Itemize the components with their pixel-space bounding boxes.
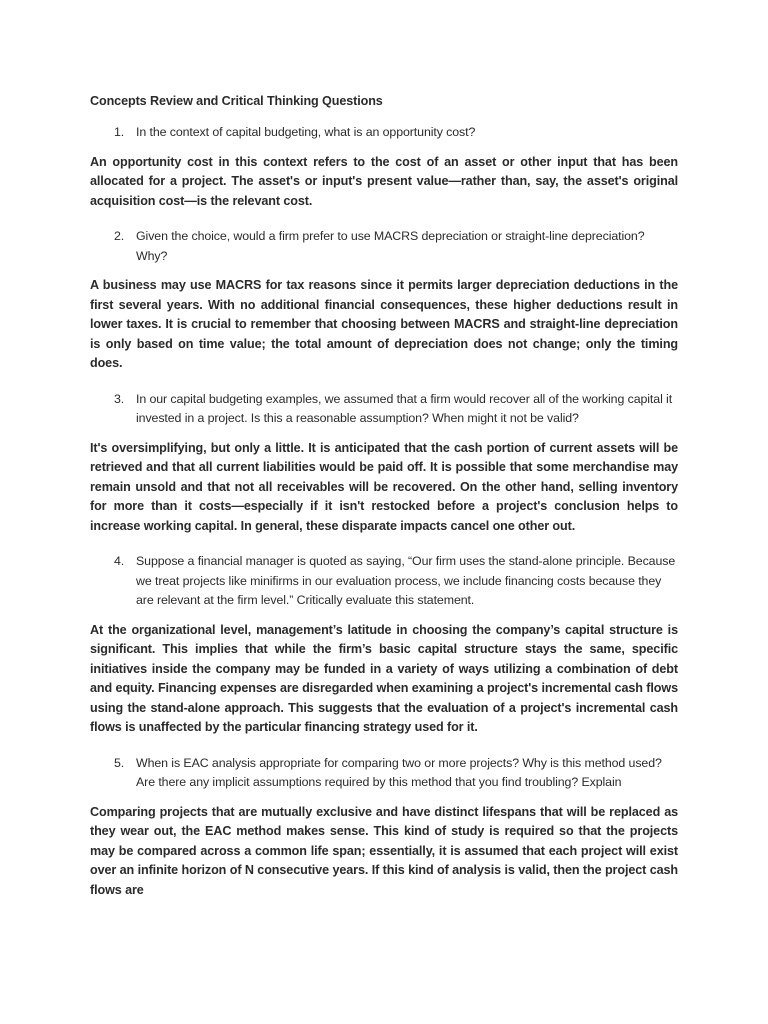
question-number: 4. <box>114 554 125 568</box>
question-number: 3. <box>114 391 125 406</box>
question-number: 2. <box>114 229 125 243</box>
question-1 <box>90 123 678 143</box>
answer-3: It's oversimplifying, but only a little. It is anticipated that the cash portion of current assets will be retrieved and that all current liabilities would be paid off. It is possible that some merchandise may remain unsold and that not all receivables will be recovered. On the other hand, selling inventory for more than it costs—especially if it isn't restocked before a project's conclusion helps to increase working capital. In general, these disparate impacts cancel one other out. <box>90 440 678 533</box>
question-text: Given the choice, would a firm prefer to use MACRS depreciation or straight-line depreciation? Why? <box>136 229 645 263</box>
answer-5: Comparing projects that are mutually exclusive and have distinct lifespans that will be replaced as they wear out, the EAC method makes sense. This kind of study is required so that the projects may be compared across a common life span; essentially, it is assumed that each project will exist over an infinite horizon of N consecutive years. If this kind of analysis is valid, then the project cash flows are <box>90 804 678 897</box>
question-text: In our capital budgeting examples, we assumed that a firm would recover all of the working capital it invested in a project. Is this a reasonable assumption? When might it not be valid? <box>136 391 673 425</box>
question-number: 5. <box>114 755 125 770</box>
section-title: Concepts Review and Critical Thinking Questions <box>90 94 383 108</box>
question-text: In the context of capital budgeting, what is an opportunity cost? <box>136 125 476 139</box>
question-4 <box>90 552 678 611</box>
question-5 <box>90 754 678 793</box>
answer-2: A business may use MACRS for tax reasons since it permits larger depreciation deductions in the first several years. With no additional financial consequences, these higher deductions result in lower taxes. It is crucial to remember that choosing between MACRS and straight-line depreciation is only based on time value; the total amount of depreciation does not change; only the timing does. <box>90 278 678 370</box>
question-text: When is EAC analysis appropriate for comparing two or more projects? Why is this method used? Are there any implicit assumptions required by this method that you find troubling? Explain <box>136 755 662 789</box>
question-3 <box>90 390 678 429</box>
answer-4: At the organizational level, management’s latitude in choosing the company’s capital structure is significant. This implies that while the firm’s basic capital structure stays the same, specific initiatives inside the company may be funded in a variety of ways utilizing a combination of debt and equity. Financing expenses are disregarded when examining a project's incremental cash flows using the stand-alone approach. This suggests that the evaluation of a project's incremental cash flows is unaffected by the particular financing strategy used for it. <box>90 622 678 734</box>
document-page <box>90 92 678 916</box>
question-text: Suppose a financial manager is quoted as saying, “Our firm uses the stand-alone principle. Because we treat projects like minifirms in our evaluation process, we include financing costs because they are relevant at the firm level.” Critically evaluate this statement. <box>136 554 676 607</box>
question-2 <box>90 227 678 266</box>
question-number: 1. <box>114 125 125 139</box>
answer-1: An opportunity cost in this context refers to the cost of an asset or other input that has been allocated for a project. The asset's or input's present value—rather than, say, the asset's original acquisition cost—is the relevant cost. <box>90 154 678 208</box>
